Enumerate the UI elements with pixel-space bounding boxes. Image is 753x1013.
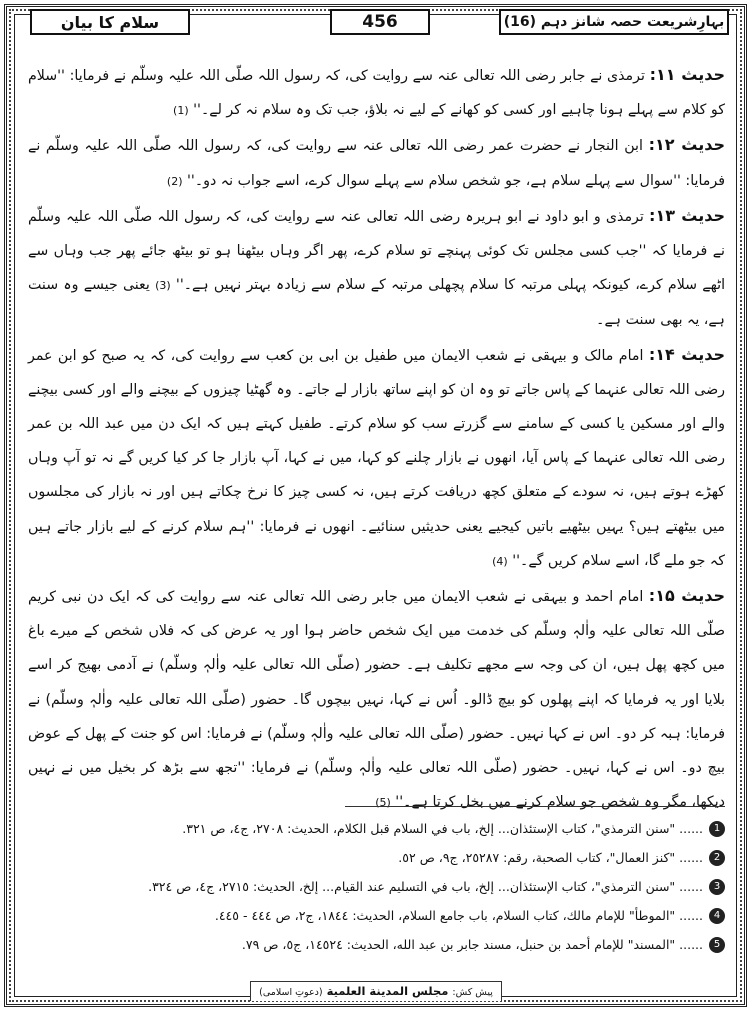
hadith-paragraph (28, 58, 725, 128)
footnote-text: ...... "الموطأ" للإمام مالك، كتاب السلام، باب جامع السلام، الحديث: ١٨٤٤، ج٢، ص ٤٤٤ - ٤٤٥. (214, 908, 703, 923)
hadith-paragraph (28, 199, 725, 338)
book-title: بہارِشریعت حصہ شانز دہم (16) (499, 9, 729, 35)
hadith-text: ابن النجار نے حضرت عمر رضی اللہ تعالی عنہ سے روایت کی، کہ رسول اللہ صلّی اللہ علیہ وسلّم نے فرمایا: ''سوال سے پہلے سلام ہے، جو شخص سلام سے پہلے سوال کرے، اسے جواب نہ دو۔'' (28, 138, 725, 189)
hadith-paragraph (28, 128, 725, 198)
footnote-ref[interactable]: (4) (492, 554, 508, 568)
footnote-item (28, 930, 725, 959)
hadith-label: حدیث ۱۱: (649, 65, 725, 84)
footnote-text: ...... "كنز العمال"، كتاب الصحبة، رقم: ٢٥٢٨٧، ج٩، ص ٥٢. (398, 850, 703, 865)
hadith-text: امام مالک و بیہقی نے شعب الایمان میں طفیل بن ابی بن کعب سے روایت کی، کہ یہ صبح کو ابن عمر رضی اللہ تعالی عنہما کے پاس جاتے تو وہ ان کو اپنے ساتھ بازار لے جاتے۔ وہ گھٹیا چیزوں کے بیچنے والے اور کسی بیچنے والے اور مسکین یا کسی کے سامنے سے گزرتے سب کو سلام کرتے۔ طفیل کہتے ہیں کہ ایک دن میں عبد اللہ بن عمر رضی اللہ تعالی عنہما کے پاس آیا، انھوں نے بازار چلنے کو کہا، میں نے کہا، آپ بازار جا کر کیا کریں گے نہ تو آپ وہاں کھڑے ہوتے ہیں، نہ سودے کے متعلق کچھ دریافت کرتے ہیں، نہ کسی چیز کا نرخ چکاتے ہیں اور نہ بازار کی مجلسوں میں بیٹھتے ہیں؟ یہیں بیٹھیے باتیں کیجیے یعنی حدیثیں سنائیے۔ انھوں نے فرمایا: ''ہم سلام کرنے کے لیے بازار جاتے ہیں کہ جو ملے گا، اسے سلام کریں گے۔'' (28, 347, 725, 569)
footnote-item (28, 901, 725, 930)
main-text (28, 58, 725, 820)
hadith-label: حدیث ۱۲: (648, 135, 725, 155)
hadith-paragraph (28, 579, 725, 820)
footnote-number: 2 (709, 850, 725, 866)
hadith-paragraph (28, 338, 725, 579)
footnote-item (28, 843, 725, 872)
footnote-ref[interactable]: (5) (375, 796, 391, 810)
footnote-number: 3 (709, 879, 725, 895)
footnote-item (28, 814, 725, 843)
hadith-tail: یعنی جیسے وہ سنت ہے، یہ بھی سنت ہے۔ (28, 277, 725, 329)
footnote-item (28, 872, 725, 901)
footer-suffix: (دعوتِ اسلامی) (259, 987, 323, 998)
footnote-number: 5 (709, 937, 725, 953)
footnote-number: 1 (709, 821, 725, 837)
page-header (20, 9, 733, 39)
footnote-divider (345, 806, 725, 807)
footnote-ref[interactable]: (1) (173, 104, 189, 118)
hadith-text: امام احمد و بیہقی نے شعب الایمان میں جابر رضی اللہ تعالی عنہ سے روایت کی کہ ایک دن نبی کریم صلّی اللہ تعالی علیہ واٰلہٖ وسلّم کی خدمت میں ایک شخص حاضر ہوا اور یہ عرض کی کہ فلاں شخص کے میرے باغ میں کچھ پھل ہیں، ان کی وجہ سے مجھے تکلیف ہے۔ حضور (صلّی اللہ تعالی علیہ واٰلہٖ وسلّم) نے آدمی بھیج کر اسے بلایا اور یہ فرمایا کہ اپنے پھلوں کو بیچ ڈالو۔ اُس نے کہا، نہیں بیچوں گا۔ حضور (صلّی اللہ تعالی علیہ واٰلہٖ وسلّم) نے فرمایا: ہبہ کر دو۔ اس نے کہا نہیں۔ حضور (صلّی اللہ تعالی علیہ واٰلہٖ وسلّم) نے فرمایا: اس کو جنت کے پھل کے عوض بیچ دو۔ اس نے کہا، نہیں۔ حضور (صلّی اللہ تعالی علیہ واٰلہٖ وسلّم) نے فرمایا: ''تجھ سے بڑھ کر بخیل میں نے نہیں دیکھا، مگر وہ شخص جو سلام کرنے میں بخل کرتا ہے۔'' (28, 589, 725, 811)
hadith-text: ترمذی نے جابر رضی اللہ تعالی عنہ سے روایت کی، کہ رسول اللہ صلّی اللہ علیہ وسلّم نے فرمایا: ''سلام کو کلام سے پہلے ہونا چاہیے اور کسی کو کھانے کے لیے نہ بلاؤ، جب تک وہ سلام نہ کر لے۔'' (28, 68, 725, 119)
footnote-text: ...... "المسند" للإمام أحمد بن حنبل، مسند جابر بن عبد الله، الحديث: ١٤٥٢٤، ج٥، ص ٧٩. (241, 937, 703, 952)
footnote-ref[interactable]: (2) (166, 174, 183, 188)
hadith-text: ترمذی و ابو داود نے ابو ہریرہ رضی اللہ تعالی عنہ سے روایت کی، کہ رسول اللہ صلّی اللہ علیہ وسلّم نے فرمایا کہ ''جب کسی مجلس تک کوئی پہنچے تو سلام کرے، پھر اگر وہاں بیٹھنا ہو تو بیٹھ جائے پھر جب وہاں سے اٹھے سلام کرے، کیونکہ پہلی مرتبہ کا سلام پچھلی مرتبہ کے سلام سے زیادہ بہتر نہیں ہے۔'' (28, 208, 726, 294)
footnote-text: ...... "سنن الترمذي"، كتاب الإستئذان... إلخ، باب في التسليم عند القيام... إلخ، الحديث: ٢٧١٥، ج٤، ص ٣٢٤. (148, 879, 703, 894)
footnote-text: ...... "سنن الترمذي"، كتاب الإستئذان... إلخ، باب في السلام قبل الكلام، الحديث: ٢٧٠٨، ج٤، ص ٣٢١. (182, 821, 703, 836)
hadith-label: حدیث ۱۳: (649, 205, 725, 225)
footnotes (28, 814, 725, 959)
chapter-title: سلام کا بیان (30, 9, 190, 35)
footnote-number: 4 (709, 908, 725, 924)
footer-publisher: مجلس المدينة العلمية (326, 984, 449, 998)
footer-prefix: پیش کش: (452, 987, 493, 998)
page-number: 456 (330, 9, 430, 35)
hadith-label: حدیث ۱۴: (648, 344, 725, 364)
page-footer (250, 981, 502, 1001)
footnote-ref[interactable]: (3) (155, 279, 171, 293)
hadith-label: حدیث ۱۵: (648, 586, 725, 606)
